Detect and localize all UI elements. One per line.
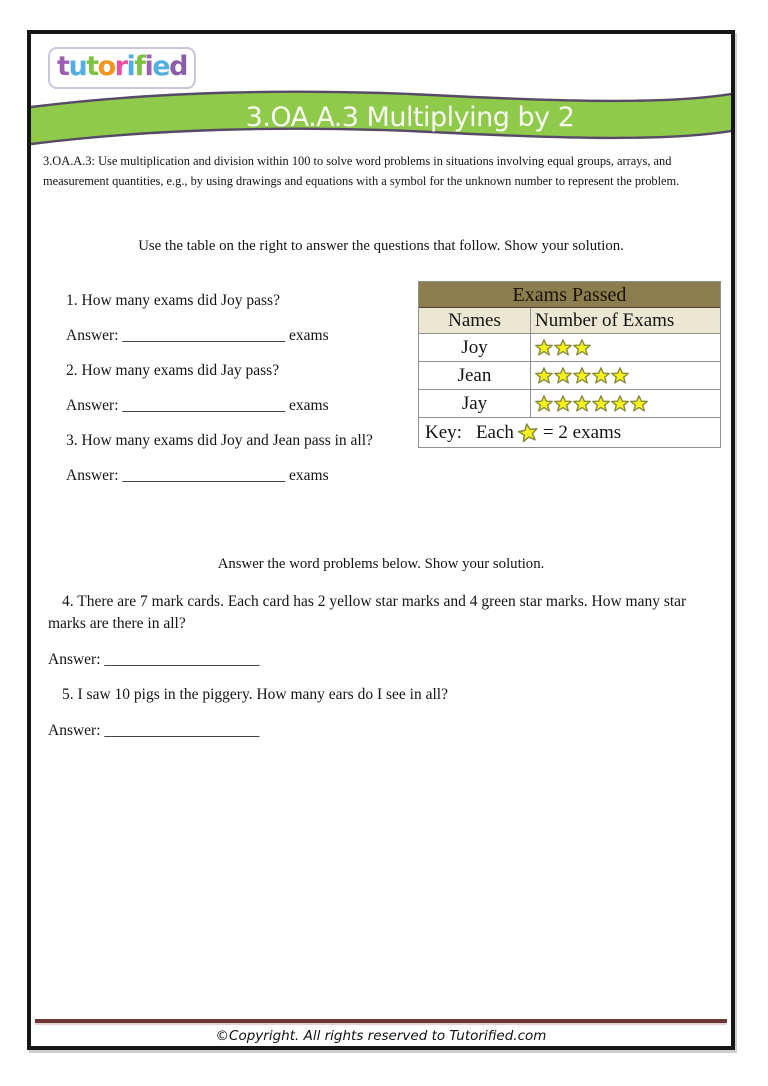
logo xyxy=(48,47,196,89)
star-icon xyxy=(517,422,540,444)
star-icon xyxy=(573,367,591,384)
star-icon xyxy=(554,339,572,356)
star-icon xyxy=(611,367,629,384)
table-row xyxy=(419,334,720,362)
word-problem-question-5: 5. I saw 10 pigs in the piggery. How many ears do I see in all? xyxy=(62,686,448,703)
quiz-items xyxy=(66,292,373,502)
column-header-number-of-exams: Number of Exams xyxy=(535,309,675,331)
logo-text xyxy=(57,53,187,83)
star-icon xyxy=(592,395,610,412)
quiz-instruction: Use the table on the right to answer the questions that follow. Show your solution. xyxy=(138,238,624,254)
column-header-names: Names xyxy=(419,308,531,333)
star-icon xyxy=(517,422,540,444)
table-row xyxy=(419,362,720,390)
row-name: Joy xyxy=(419,334,531,361)
logo-letter: f xyxy=(134,51,145,82)
logo-letter: t xyxy=(57,51,69,82)
row-stars xyxy=(531,334,720,361)
logo-letter: i xyxy=(126,51,135,82)
star-icon xyxy=(611,395,629,412)
footer-rule xyxy=(35,1019,727,1023)
row-name: Jay xyxy=(419,390,531,417)
star-icon xyxy=(573,339,591,356)
key-each-label: Each xyxy=(475,421,514,443)
word-problem-question-4: 4. There are 7 mark cards. Each card has 2 yellow star marks and 4 green star marks. How many star marks are there in all? xyxy=(48,593,687,632)
star-icon xyxy=(535,339,553,356)
word-problem-answer-blank-5: Answer: ____________________ xyxy=(48,722,260,739)
word-problem-answer-blank-4: Answer: ____________________ xyxy=(48,651,260,668)
star-icon xyxy=(630,395,648,412)
quiz-answer-blank-1: Answer: _____________________ exams xyxy=(66,327,329,344)
star-icon xyxy=(554,395,572,412)
logo-letter: i xyxy=(144,51,153,82)
key-value-label: = 2 exams xyxy=(542,421,622,443)
quiz-question-2: 2. How many exams did Jay pass? xyxy=(66,362,280,379)
logo-letter: u xyxy=(68,51,87,82)
quiz-answer-blank-3: Answer: _____________________ exams xyxy=(66,467,329,484)
title-banner xyxy=(31,86,731,150)
star-icon xyxy=(535,367,553,384)
star-icon xyxy=(535,395,553,412)
logo-letter: o xyxy=(97,51,115,82)
row-name: Jean xyxy=(419,362,531,389)
row-stars xyxy=(531,362,720,389)
logo-letter: t xyxy=(86,51,98,82)
logo-letter: r xyxy=(114,51,127,82)
standard-description: 3.OA.A.3: Use multiplication and division within 100 to solve word problems in situations involving equal groups, arrays, and measurement quantities, e.g., by using drawings and equations with a symbol for the unknown number to represent the problem. xyxy=(43,154,680,189)
quiz-question-3: 3. How many exams did Joy and Jean pass in all? xyxy=(66,432,373,449)
logo-letter: d xyxy=(169,51,187,82)
star-icon xyxy=(592,367,610,384)
copyright-text: ©Copyright. All rights reserved to Tutorified.com xyxy=(215,1028,547,1044)
table-rows xyxy=(419,334,720,418)
exams-table xyxy=(418,281,721,448)
logo-letter: e xyxy=(152,51,170,82)
star-icon xyxy=(573,395,591,412)
star-icon xyxy=(554,367,572,384)
row-stars xyxy=(531,390,720,417)
worksheet-title: 3.OA.A.3 Multiplying by 2 xyxy=(245,102,575,133)
table-title: Exams Passed xyxy=(419,282,720,308)
quiz-answer-blank-2: Answer: _____________________ exams xyxy=(66,397,329,414)
table-row xyxy=(419,390,720,418)
word-problem-items xyxy=(48,591,726,755)
key-label: Key: xyxy=(425,421,462,443)
table-header-row xyxy=(419,308,720,334)
quiz-question-1: 1. How many exams did Joy pass? xyxy=(66,292,280,309)
worksheet-page xyxy=(27,30,735,1050)
table-key-row xyxy=(419,418,720,447)
word-problems-instruction: Answer the word problems below. Show your solution. xyxy=(217,556,545,572)
